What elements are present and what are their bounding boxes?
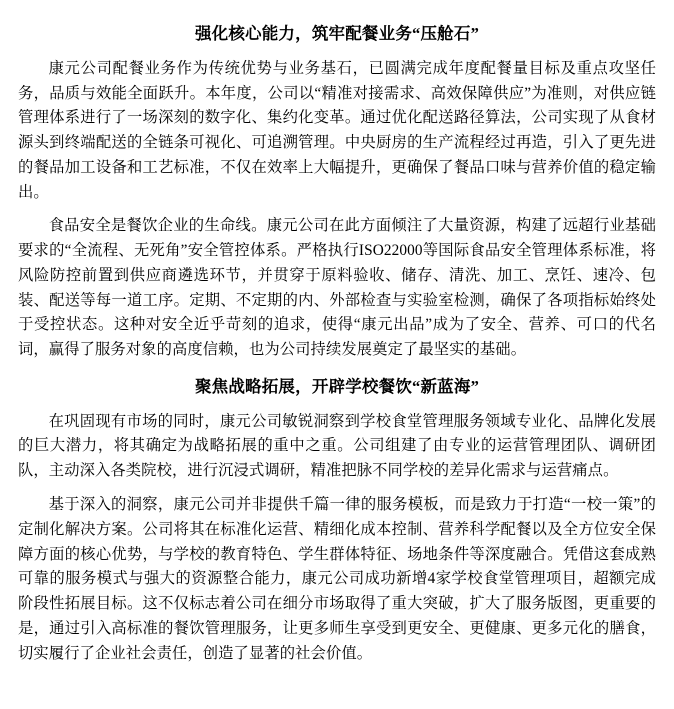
paragraph: 基于深入的洞察，康元公司并非提供千篇一律的服务模板，而是致力于打造“一校一策”的定制化解决方案。公司将其在标准化运营、精细化成本控制、营养科学配餐以及全方位安全保障方面的核心优势，与学校的教育特色、学生群体特征、场地条件等深度融合。凭借这套成熟可靠的服务模式与强大的资源整合能力，康元公司成功新增4家学校食堂管理项目，超额完成阶段性拓展目标。这不仅标志着公司在细分市场取得了重大突破，扩大了服务版图，更重要的是，通过引入高标准的餐饮管理服务，让更多师生享受到更安全、更健康、更多元化的膳食，切实履行了企业社会责任，创造了显著的社会价值。 — [18, 495, 656, 662]
paragraph: 在巩固现有市场的同时，康元公司敏锐洞察到学校食堂管理服务领域专业化、品牌化发展的巨大潜力，将其确定为战略拓展的重中之重。公司组建了由专业的运营管理团队、调研团队，主动深入各类院校，进行沉浸式调研，精准把脉不同学校的差异化需求与运营痛点。 — [18, 412, 656, 480]
section-heading-2: 聚焦战略拓展，开辟学校餐饮“新蓝海” — [194, 376, 480, 396]
paragraph: 食品安全是餐饮企业的生命线。康元公司在此方面倾注了大量资源，构建了远超行业基础要求的“全流程、无死角”安全管控体系。严格执行ISO22000等国际食品安全管理体系标准，将风险防控前置到供应商遴选环节，并贯穿于原料验收、储存、清洗、加工、烹饪、速冷、包装、配送等每一道工序。定期、不定期的内、外部检查与实验室检测，确保了各项指标始终处于受控状态。这种对安全近乎苛刻的追求，使得“康元出品”成为了安全、营养、可口的代名词，赢得了服务对象的高度信赖，也为公司持续发展奠定了最坚实的基础。 — [18, 217, 656, 359]
section-heading-1: 强化核心能力，筑牢配餐业务“压舱石” — [194, 24, 480, 43]
paragraph: 康元公司配餐业务作为传统优势与业务基石，已圆满完成年度配餐量目标及重点攻坚任务，品质与效能全面跃升。本年度，公司以“精准对接需求、高效保障供应”为准则，对供应链管理体系进行了一场深刻的数字化、集约化变革。通过优化配送路径算法，公司实现了从食材源头到终端配送的全链条可视化、可追溯管理。中央厨房的生产流程经过再造，引入了更先进的餐品加工设备和工艺标准，不仅在效率上大幅提升，更确保了餐品口味与营养价值的稳定输出。 — [18, 59, 656, 201]
